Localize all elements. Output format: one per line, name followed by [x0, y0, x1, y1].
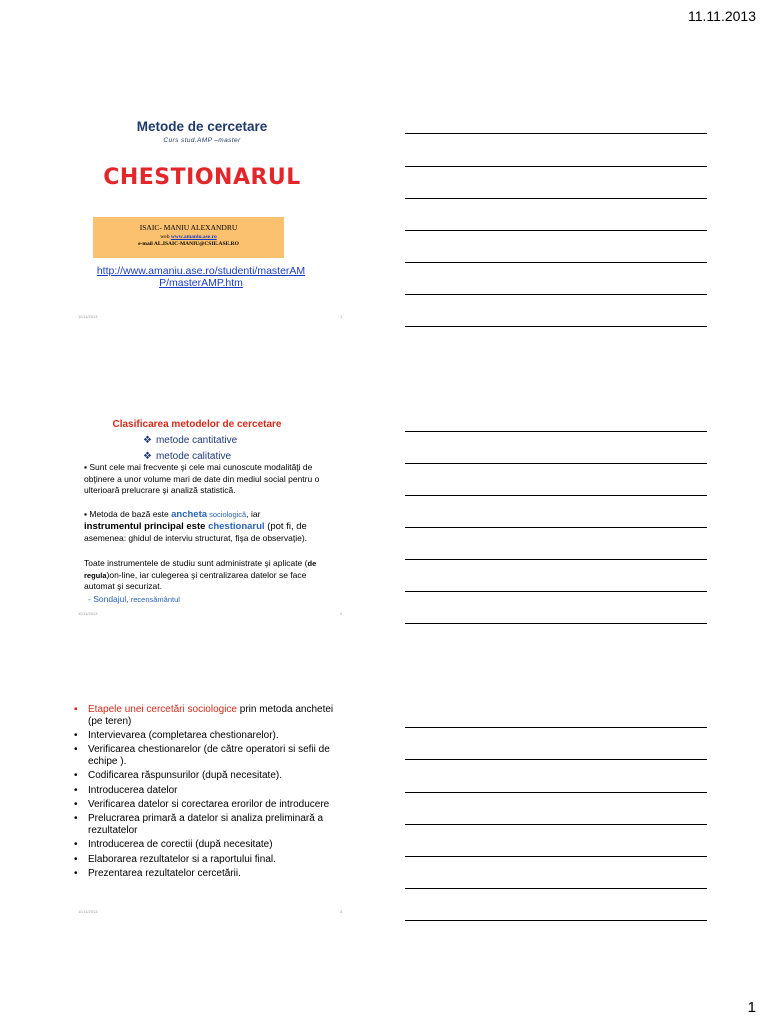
p5-text-a: Toate instrumentele de studiu sunt administrate şi aplicate ( [84, 558, 308, 568]
author-web-link[interactable]: www.amaniu.ase.ro [170, 234, 217, 240]
list-item [72, 744, 342, 768]
list-item-text: Prezentarea rezultatelor cercetării. [88, 868, 241, 880]
note-line [405, 727, 707, 728]
diamond-bullet-icon: ❖ [143, 451, 152, 462]
header-date: 11.11.2013 [688, 8, 756, 24]
slide-3-heading-rest: prin metoda anchetei (pe teren) [88, 704, 334, 727]
note-line [405, 431, 707, 432]
slide-3-heading-red: Etapele unei cercetări sociologice [88, 704, 237, 715]
note-line [405, 888, 707, 889]
slide-1-subtitle: Curs stud.AMP –master [163, 137, 241, 144]
page-number: 1 [747, 999, 756, 1016]
sondaj-text-b: recensământul [128, 595, 180, 604]
list-item-text: Verificarea datelor si corectarea erorilor de introducere [88, 799, 330, 811]
slide-2-paragraph-3 [84, 521, 336, 533]
note-line [405, 294, 707, 295]
slide-2-footer-date: 11/11/2013 [78, 611, 98, 616]
bullet-icon: • [74, 799, 78, 811]
slide-3-footer-number: 3 [340, 909, 343, 914]
list-item [72, 868, 342, 880]
list-item [72, 704, 342, 728]
note-line [405, 759, 707, 760]
note-line [405, 920, 707, 921]
slide-3-footer-date: 11/11/2013 [78, 909, 98, 914]
slide-1-footer-date: 11/11/2013 [78, 314, 98, 319]
list-item-text: Intervievarea (completarea chestionarelor). [88, 730, 279, 742]
note-line [405, 591, 707, 592]
sondaj-text-a: - Sondajul, [88, 594, 129, 604]
note-line [405, 792, 707, 793]
note-line [405, 166, 707, 167]
note-line [405, 856, 707, 857]
p5-de-regula: de regula [84, 559, 317, 580]
bullet-icon: • [74, 784, 78, 796]
slide-3-list [72, 704, 342, 882]
list-item-text: Verificarea chestionarelor (de către operatori si sefii de echipe ). [88, 744, 330, 768]
author-box [93, 217, 284, 258]
slide-2-sondaj [88, 594, 180, 604]
slide-2-paragraph-2 [84, 509, 336, 521]
list-item [72, 839, 342, 851]
p3-chestionarul: chestionarul [208, 521, 265, 532]
author-name: ISAIC- MANIU ALEXANDRU [139, 223, 238, 232]
list-item [72, 813, 342, 837]
note-line [405, 262, 707, 263]
note-line [405, 133, 707, 134]
course-url-link[interactable] [70, 266, 332, 289]
slide-2-paragraph-4: asemenea: ghidul de interviu structurat, fişa de observaţie). [84, 533, 308, 543]
p3-text-c: (pot fi, de [264, 521, 307, 532]
p3-text-a: instrumentul principal este [84, 521, 209, 532]
bullet-icon: • [74, 853, 78, 865]
list-item [72, 785, 342, 797]
slide-1-footer-number: 1 [340, 314, 343, 319]
note-line [405, 230, 707, 231]
list-item [72, 799, 342, 811]
bullet-icon: • [74, 770, 78, 782]
list-item-text: Prelucrarea primară a datelor si analiza preliminară a rezultatelor [88, 813, 324, 837]
square-bullet-icon: ▪ [74, 704, 78, 715]
course-url-line-1[interactable]: http://www.amaniu.ase.ro/studenti/masterAM [96, 265, 306, 277]
note-line [405, 527, 707, 528]
list-item-text: Introducerea de corectii (după necesitate) [88, 839, 273, 851]
note-line [405, 559, 707, 560]
slide-2-bullet-1-text: metode cantitative [155, 435, 238, 446]
slide-2-bullet-1 [143, 435, 237, 446]
note-line [405, 326, 707, 327]
slide-1-title: Metode de cercetare [136, 119, 268, 134]
p5-text-c: )on-line, iar culegerea şi centralizarea datelor se face automat şi securizat. [84, 569, 307, 591]
bullet-icon: • [74, 839, 78, 851]
slide-1-main-title: CHESTIONARUL [103, 165, 301, 190]
slide-2-title: Clasificarea metodelor de cercetare [112, 419, 282, 430]
p2-sociologica: sociologică [207, 510, 247, 519]
course-url-line-2[interactable]: P/masterAMP.htm [159, 276, 243, 289]
slide-2-paragraph-5 [84, 558, 336, 593]
author-web-label: web [160, 234, 170, 240]
slide-2-bullet-2 [143, 451, 231, 462]
note-line [405, 463, 707, 464]
slide-2-footer-number: 2 [340, 611, 343, 616]
p2-ancheta: ancheta [171, 509, 208, 520]
slide-2-bullet-2-text: metode calitative [155, 451, 232, 462]
list-item [72, 854, 342, 866]
list-item [72, 730, 342, 742]
bullet-icon: • [74, 813, 78, 825]
list-item-text: Elaborarea rezultatelor si a raportului final. [88, 853, 276, 865]
slide-2-paragraph-1: ▪ Sunt cele mai frecvente şi cele mai cunoscute modalităţi de obţinere a unor volume mari de date din mediul social pentru o ulterioară prelucrare şi analiză statistică. [84, 462, 320, 495]
list-item-text: Codificarea răspunsurilor (după necesitate). [88, 770, 282, 782]
note-line [405, 824, 707, 825]
list-item [72, 770, 342, 782]
author-email: e-mail AL.ISAIC-MANIU@CSIE.ASE.RO [138, 241, 239, 247]
bullet-icon: • [74, 744, 78, 756]
note-line [405, 623, 707, 624]
diamond-bullet-icon: ❖ [143, 435, 152, 446]
bullet-icon: • [74, 730, 78, 742]
p2-text-d: , iar [246, 509, 261, 519]
note-line [405, 198, 707, 199]
p2-text-a: ▪ Metoda de bază este [84, 509, 172, 519]
bullet-icon: • [74, 868, 78, 880]
author-web [93, 234, 284, 240]
note-line [405, 495, 707, 496]
list-item-text: Introducerea datelor [88, 784, 178, 796]
